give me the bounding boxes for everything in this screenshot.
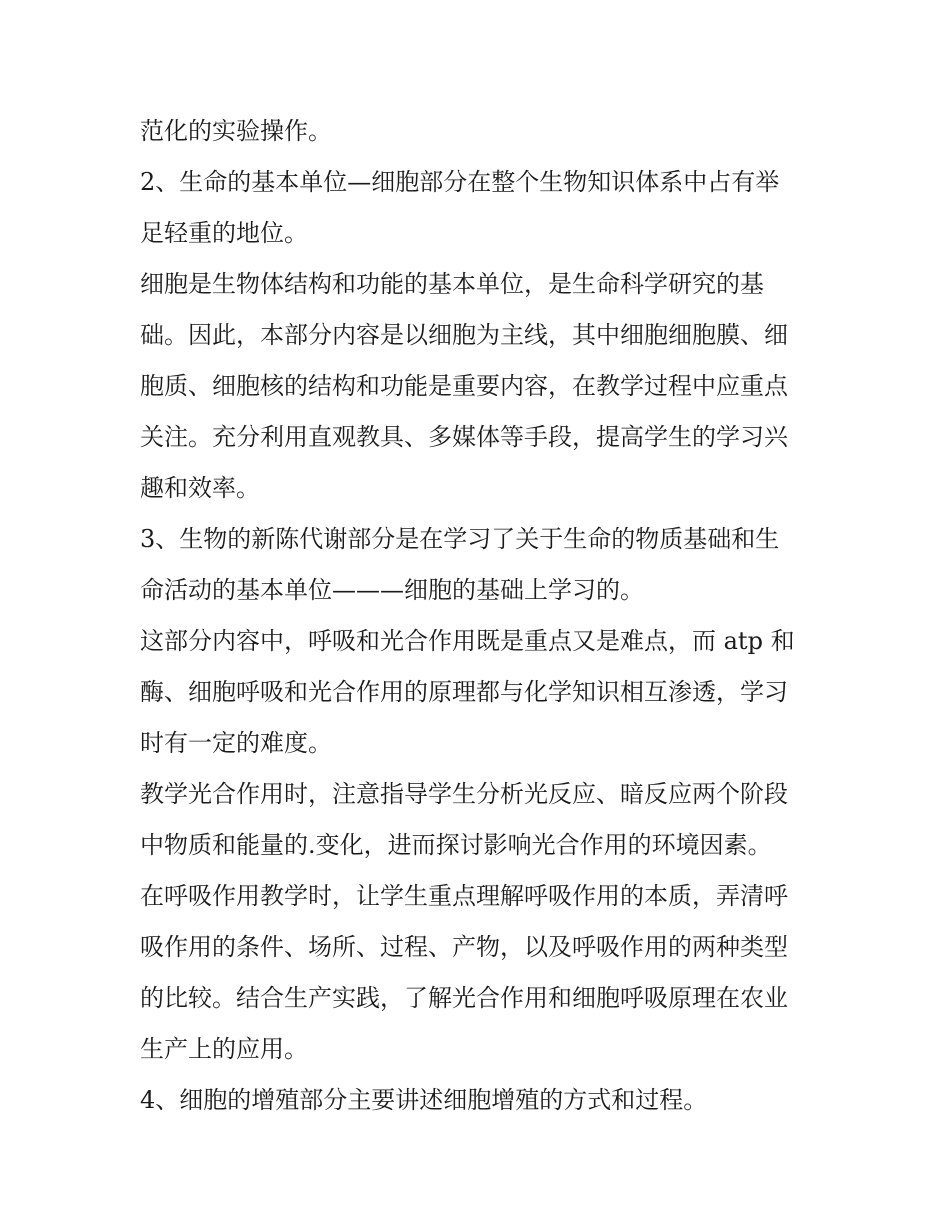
text-line: 中物质和能量的.变化，进而探讨影响光合作用的环境因素。 xyxy=(140,831,772,859)
text-line: 细胞是生物体结构和功能的基本单位，是生命科学研究的基 xyxy=(140,270,764,298)
text-line: 2、生命的基本单位—细胞部分在整个生物知识体系中占有举 xyxy=(140,168,780,196)
text-line: 吸作用的条件、场所、过程、产物，以及呼吸作用的两种类型 xyxy=(140,933,788,961)
text-line: 4、细胞的增殖部分主要讲述细胞增殖的方式和过程。 xyxy=(140,1086,708,1114)
text-line: 的比较。结合生产实践，了解光合作用和细胞呼吸原理在农业 xyxy=(140,984,788,1012)
text-line: 命活动的基本单位———细胞的基础上学习的。 xyxy=(140,576,644,604)
text-line: 足轻重的地位。 xyxy=(140,219,308,247)
text-line: 生产上的应用。 xyxy=(140,1035,308,1063)
text-line: 这部分内容中，呼吸和光合作用既是重点又是难点，而 atp 和 xyxy=(140,627,795,655)
text-line: 胞质、细胞核的结构和功能是重要内容，在教学过程中应重点 xyxy=(140,372,788,400)
text-line: 关注。充分利用直观教具、多媒体等手段，提高学生的学习兴 xyxy=(140,423,788,451)
document-body xyxy=(140,106,820,1126)
text-line: 教学光合作用时，注意指导学生分析光反应、暗反应两个阶段 xyxy=(140,780,788,808)
text-line: 酶、细胞呼吸和光合作用的原理都与化学知识相互渗透，学习 xyxy=(140,678,788,706)
text-line: 础。因此，本部分内容是以细胞为主线，其中细胞细胞膜、细 xyxy=(140,321,788,349)
text-line: 3、生物的新陈代谢部分是在学习了关于生命的物质基础和生 xyxy=(140,525,780,553)
text-line: 时有一定的难度。 xyxy=(140,729,332,757)
text-line: 在呼吸作用教学时，让学生重点理解呼吸作用的本质，弄清呼 xyxy=(140,882,788,910)
text-line: 范化的实验操作。 xyxy=(140,117,332,145)
text-line: 趣和效率。 xyxy=(140,474,260,502)
